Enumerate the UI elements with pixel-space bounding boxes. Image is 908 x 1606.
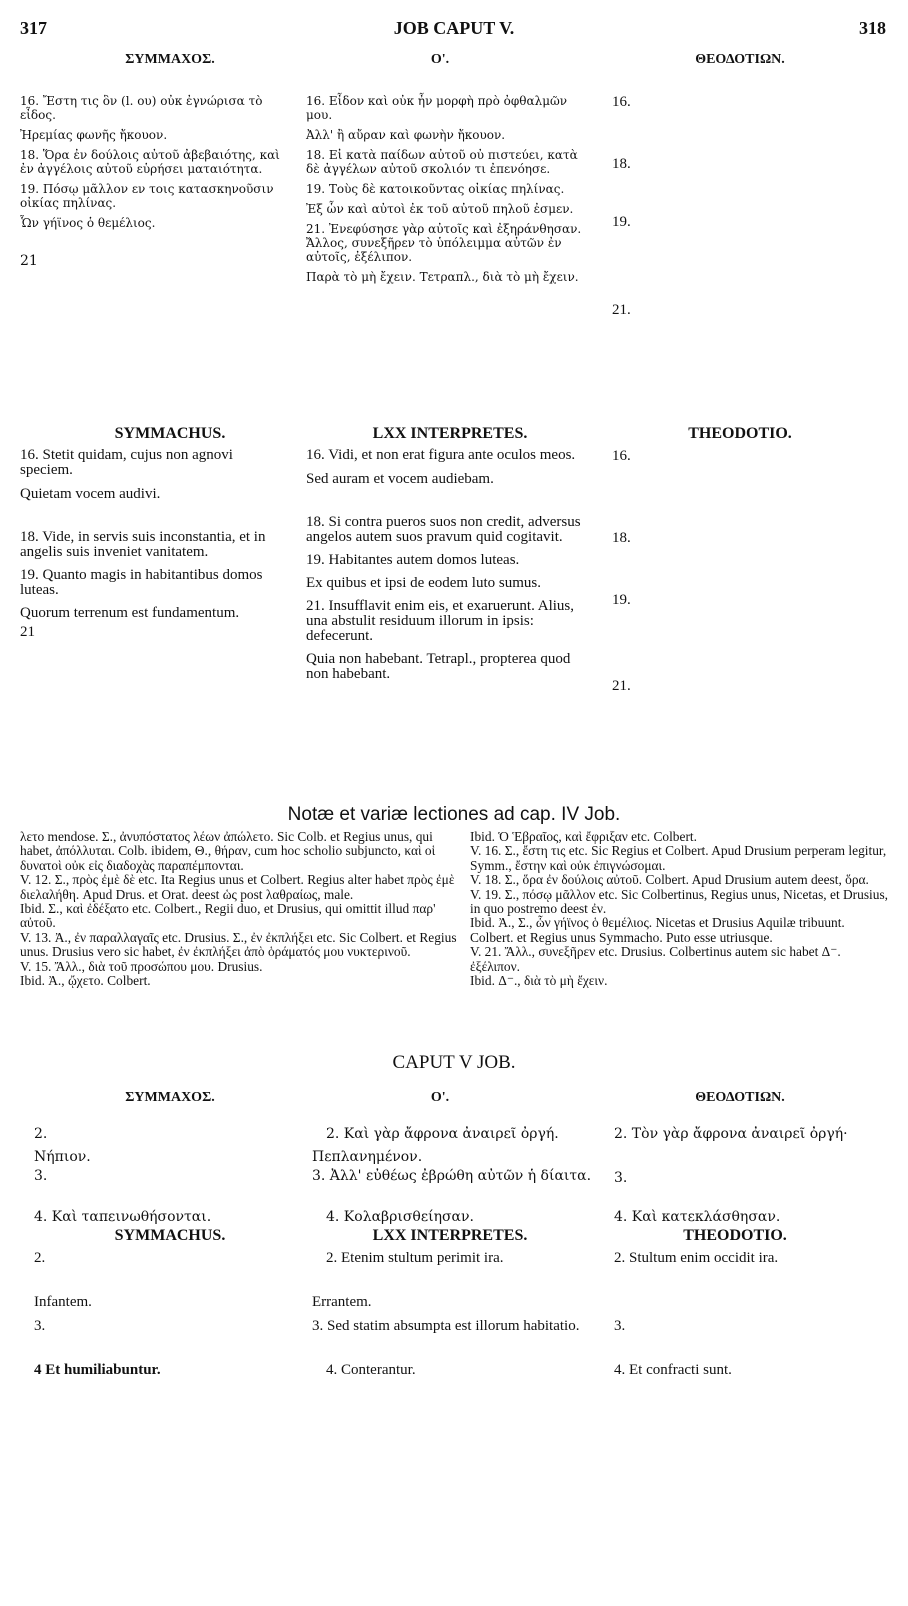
verse: Ex quibus et ipsi de eodem luto sumus. [306, 575, 541, 591]
verse: 3. [34, 1318, 46, 1334]
verse: 16. Vidi, et non erat figura ante oculos meos. [306, 447, 576, 463]
note: V. 18. Σ., ὅρα ἐν δούλοις αὐτοῦ. Colbert. Apud Drusium autem deest, ὅρα. [470, 872, 869, 888]
lxx-greek-heading-2: Ο'. [430, 1090, 450, 1105]
verse: Ὧν γήϊνος ὁ θεμέλιος. [20, 216, 156, 230]
theodotion-latin-column [612, 448, 672, 708]
theodotion-latin-heading-2: THEODOTIO. [683, 1227, 787, 1244]
verse: 4. Conterantur. [326, 1362, 416, 1378]
verse-number: 19. [612, 214, 631, 230]
verse: 21 [20, 624, 35, 640]
verse: 18. Ὅρα ἐν δούλοις αὐτοῦ ἀβεβαιότης, καὶ ἐν ἀγγέλοις αὐτοῦ εὑρήσει ματαιότητα. [20, 148, 280, 176]
verse-number: 19. [612, 592, 631, 608]
verse: 4. Καὶ ταπεινωθήσονται. [34, 1209, 212, 1225]
symmachus-greek-heading: ΣΥΜΜΑΧΟΣ. [125, 52, 215, 67]
verse: 21 [20, 253, 38, 269]
verse: 3. [614, 1318, 626, 1334]
verse: 18. Si contra pueros suos non credit, adversus angelos autem suos pravum quid cogitavit. [306, 514, 581, 545]
notes-right-column [470, 830, 890, 988]
verse-number: 18. [612, 156, 631, 172]
verse: Ἀλλ' ἢ αὔραν καὶ φωνὴν ἤκουον. [306, 128, 506, 142]
note: Ibid. Σ., καὶ ἐδέξατο etc. Colbert., Regii duo, et Drusius, qui omittit illud παρ' αὐτοῦ. [20, 901, 436, 931]
symmachus-greek-column [20, 94, 288, 274]
verse: 2. Stultum enim occidit ira. [614, 1250, 779, 1266]
verse: Ἐξ ὧν καὶ αὐτοὶ ἐκ τοῦ αὐτοῦ πηλοῦ ἐσμεν. [306, 202, 574, 216]
running-title: JOB CAPUT V. [393, 18, 515, 38]
verse-number: 18. [612, 530, 631, 546]
lxx-latin-heading: LXX INTERPRETES. [372, 425, 528, 442]
verse: Νήπιον. [34, 1149, 91, 1165]
verse: Infantem. [34, 1294, 92, 1310]
note: V. 21. Ἄλλ., συνεξῆρεν etc. Drusius. Colbertinus autem sic habet Δ⁻. ἐξέλιπον. [470, 944, 841, 974]
verse: 2. Etenim stultum perimit ira. [326, 1250, 504, 1266]
note: λετο mendose. Σ., ἀνυπόστατος λέων ἀπώλετο. Sic Colb. et Regius unus, qui habet, ἀπόλλυται. Colb. ibidem, Θ., θήραν, cum hoc scholio subjuncto, καὶ οἱ δυνατοὶ οὐκ εἰς διαδοχὰς παραπέμπονται. [20, 829, 436, 873]
verse: 2. [34, 1126, 48, 1142]
verse: 3. Sed statim absumpta est illorum habitatio. [312, 1318, 580, 1334]
symmachus-latin-column [20, 448, 288, 646]
theodotion-greek-heading-2: ΘΕΟΔΟΤΙΩΝ. [695, 1090, 785, 1105]
verse: Quietam vocem audivi. [20, 486, 161, 502]
verse: 21. Ἐνεφύσησε γὰρ αὐτοῖς καὶ ἐξηράνθησαν. Ἄλλος, συνεξῆρεν τὸ ὑπόλειμμα αὐτῶν ἐν αὐτοῖς, ἐξέλιπον. [306, 222, 582, 264]
verse: 18. Vide, in servis suis inconstantia, et in angelis suis inveniet vanitatem. [20, 529, 266, 560]
verse: Errantem. [312, 1294, 372, 1310]
verse: 4. Καὶ κατεκλάσθησαν. [614, 1209, 781, 1225]
verse: Παρὰ τὸ μὴ ἔχειν. Τετραπλ., διὰ τὸ μὴ ἔχειν. [306, 270, 579, 284]
verse-number: 21. [612, 302, 631, 318]
note: Ibid. Ὁ Ἑβραῖος, καὶ ἔφριξαν etc. Colbert. [470, 829, 697, 844]
verse: 19. Habitantes autem domos luteas. [306, 552, 520, 568]
verse: Ἠρεμίας φωνῆς ἤκουον. [20, 128, 168, 142]
verse: 2. Τὸν γὰρ ἄφρονα ἀναιρεῖ ὀργή· [614, 1126, 848, 1142]
verse: 3. [614, 1170, 628, 1186]
note: V. 19. Σ., πόσῳ μᾶλλον etc. Sic Colbertinus, Regius unus, Nicetas, et Drusius, in quo postremo deest ἐν. [470, 886, 889, 917]
verse: 2. Καὶ γὰρ ἄφρονα ἀναιρεῖ ὀργή. [326, 1126, 559, 1142]
verse: 19. Πόσῳ μᾶλλον εν τοις κατασκηνοῦσιν οἰκίας πηλίνας. [20, 182, 274, 210]
theodotion-greek-heading: ΘΕΟΔΟΤΙΩΝ. [695, 52, 785, 67]
note: Ibid. Ἀ., ᾤχετο. Colbert. [20, 973, 151, 989]
symmachus-greek-heading-2: ΣΥΜΜΑΧΟΣ. [125, 1090, 215, 1105]
verse: 4. Κολαβρισθείησαν. [326, 1209, 474, 1225]
verse: 3. Ἀλλ' εὐθέως ἐβρώθη αὐτῶν ἡ δίαιτα. [312, 1168, 592, 1184]
verse-number: 21. [612, 678, 631, 694]
verse-number: 16. [612, 94, 631, 110]
note: Ibid. Ἀ., Σ., ὧν γήϊνος ὁ θεμέλιος. Nicetas et Drusius Aquilæ tribuunt. Colbert. et Regius unus Symmacho. Puto esse utriusque. [470, 915, 845, 945]
verse: 3. [34, 1168, 48, 1184]
verse: 16. Εἶδον καὶ οὐκ ἦν μορφὴ πρὸ ὀφθαλμῶν μου. [306, 94, 568, 122]
left-page-number: 317 [20, 18, 47, 38]
verse: 2. [34, 1250, 46, 1266]
verse: Πεπλανημένον. [312, 1149, 423, 1165]
lxx-greek-column [306, 94, 582, 290]
symmachus-latin-heading-2: SYMMACHUS. [114, 1227, 226, 1244]
verse: 16. Ἔστη τις ὃν (l. ου) οὐκ ἐγνώρισα τὸ εἶδος. [20, 94, 263, 122]
verse: 19. Quanto magis in habitantibus domos luteas. [20, 567, 263, 598]
note: V. 12. Σ., πρὸς ἐμὲ δὲ etc. Ita Regius unus et Colbert. Regius alter habet πρὸς ἐμὲ διελαλήθη. Apud Drus. et Orat. deest ὡς post λαθραίως, male. [20, 872, 455, 902]
theodotion-greek-column [612, 94, 672, 354]
theodotion-latin-heading: THEODOTIO. [688, 425, 792, 442]
verse: 4 Et humiliabuntur. [34, 1362, 161, 1378]
verse: 16. Stetit quidam, cujus non agnovi speciem. [20, 447, 233, 478]
note: V. 15. Ἄλλ., διὰ τοῦ προσώπου μου. Drusius. [20, 958, 263, 974]
right-page-number: 318 [859, 18, 886, 38]
verse: 19. Τοὺς δὲ κατοικοῦντας οἰκίας πηλίνας. [306, 182, 565, 196]
verse: 4. Et confracti sunt. [614, 1362, 732, 1378]
notes-left-column [20, 830, 460, 988]
verse: Quorum terrenum est fundamentum. [20, 605, 240, 621]
lxx-greek-heading: Ο'. [430, 52, 450, 67]
note: V. 13. Ἀ., ἐν παραλλαγαῖς etc. Drusius. Σ., ἐν ἐκπλήξει etc. Sic Colbert. et Regius unus. Drusius vero sic habet, ἐν ἐκπλήξει ἀπὸ ὁράματός μου νυκτερινοῦ. [20, 929, 457, 960]
verse: Quia non habebant. Tetrapl., propterea quod non habebant. [306, 651, 571, 682]
note: V. 16. Σ., ἔστη τις etc. Sic Regius et Colbert. Apud Drusium perperam legitur, Symm., ἔστην καὶ οὐκ ἐπιγνώσομαι. [470, 843, 887, 873]
verse-number: 16. [612, 448, 631, 464]
verse: 21. Insufflavit enim eis, et exaruerunt. Alius, una abstulit residuum illorum in ipsis: defecerunt. [306, 598, 575, 644]
lxx-latin-column [306, 448, 582, 688]
lxx-latin-heading-2: LXX INTERPRETES. [372, 1227, 528, 1244]
notes-title: Notæ et variæ lectiones ad cap. IV Job. [287, 804, 621, 825]
verse: 18. Εἰ κατὰ παίδων αὐτοῦ οὐ πιστεύει, κατὰ δὲ ἀγγέλων αὐτοῦ σκολιόν τι ἐπενόησε. [306, 148, 578, 176]
note: Ibid. Δ⁻., διὰ τὸ μὴ ἔχειν. [470, 973, 608, 989]
verse: Sed auram et vocem audiebam. [306, 471, 494, 487]
chapter-title: CAPUT V JOB. [392, 1052, 516, 1073]
symmachus-latin-heading: SYMMACHUS. [114, 425, 226, 442]
